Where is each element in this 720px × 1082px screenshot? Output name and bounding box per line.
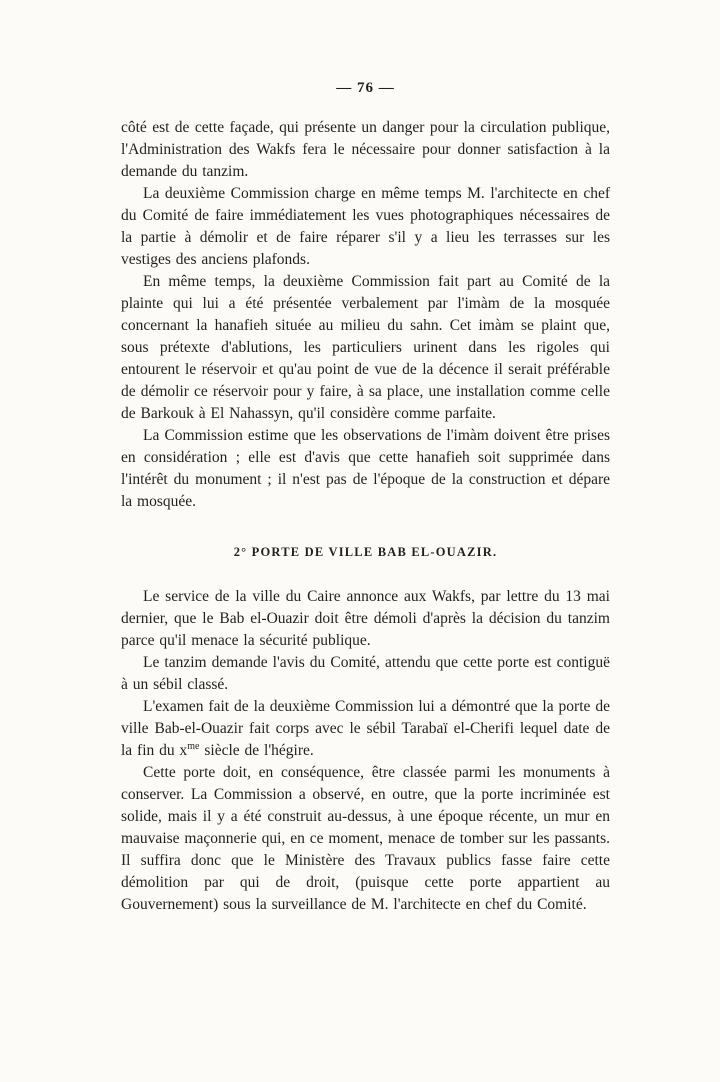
paragraph-conclusion-demolition: Cette porte doit, en conséquence, être classée parmi les monuments à conserver. La Commission a observé, en outre, que la porte incriminée est solide, mais il y a été construit au-dessus, à une époque récente, un mur en mauvaise maçonnerie qui, en ce moment, menace de tomber sur les passants. Il suffira donc que le Ministère des Travaux publics fasse faire cette démolition par qui de droit, (puisque cette porte appartient au Gouvernement) sous la surveillance de M. l'architecte en chef du Comité. xyxy=(121,764,610,913)
page-number: — 76 — xyxy=(336,80,395,96)
paragraph-text-after: siècle de l'hégire. xyxy=(199,742,314,759)
page-content xyxy=(121,80,610,916)
superscript-me: me xyxy=(187,740,200,752)
paragraph-plainte-imam: En même temps, la deuxième Commission fait part au Comité de la plainte qui lui a été présentée verbalement par l'imàm de la mosquée concernant la hanafieh située au milieu du sahn. Cet imàm se plaint que, sous prétexte d'ablutions, les particuliers urinent dans les rigoles qui entourent le réservoir et qu'au point de vue de la décence il serait préférable de démolir ce réservoir pour y faire, à sa place, une installation comme celle de Barkouk à El Nahassyn, qu'il considère comme parfaite. xyxy=(121,273,610,422)
paragraph-commission-photographies: La deuxième Commission charge en même temps M. l'architecte en chef du Comité de faire immédiatement les vues photographiques nécessaires de la partie à démolir et de faire réparer s'il y a lieu les terrasses sur les vestiges des anciens plafonds. xyxy=(121,185,610,268)
paragraph-text-before: L'examen fait de la deuxième Commission lui a démontré que la porte de ville Bab-el-Ouazir fait corps avec le sébil Tarabaï el-Cherifi lequel date de la fin du x xyxy=(121,698,610,759)
paragraph-avis-commission-hanafieh: La Commission estime que les observations de l'imàm doivent être prises en considération ; elle est d'avis que cette hanafieh soit supprimée dans l'intérêt du monument ; il n'est pas de l'époque de la construction et dépare la mosquée. xyxy=(121,427,610,510)
paragraph-examen-sebil xyxy=(121,696,610,762)
paragraph-service-ville-caire: Le service de la ville du Caire annonce aux Wakfs, par lettre du 13 mai dernier, que le Bab el-Ouazir doit être démoli d'après la décision du tanzim parce qu'il menace la sécurité publique. xyxy=(121,588,610,649)
section-heading-bab-el-ouazir: 2° PORTE DE VILLE BAB EL-OUAZIR. xyxy=(233,545,498,559)
paragraph-tanzim-avis: Le tanzim demande l'avis du Comité, attendu que cette porte est contiguë à un sébil classé. xyxy=(121,654,610,693)
paragraph-facade-continuation: côté est de cette façade, qui présente un danger pour la circulation publique, l'Administration des Wakfs fera le nécessaire pour donner satisfaction à la demande du tanzim. xyxy=(121,119,610,180)
